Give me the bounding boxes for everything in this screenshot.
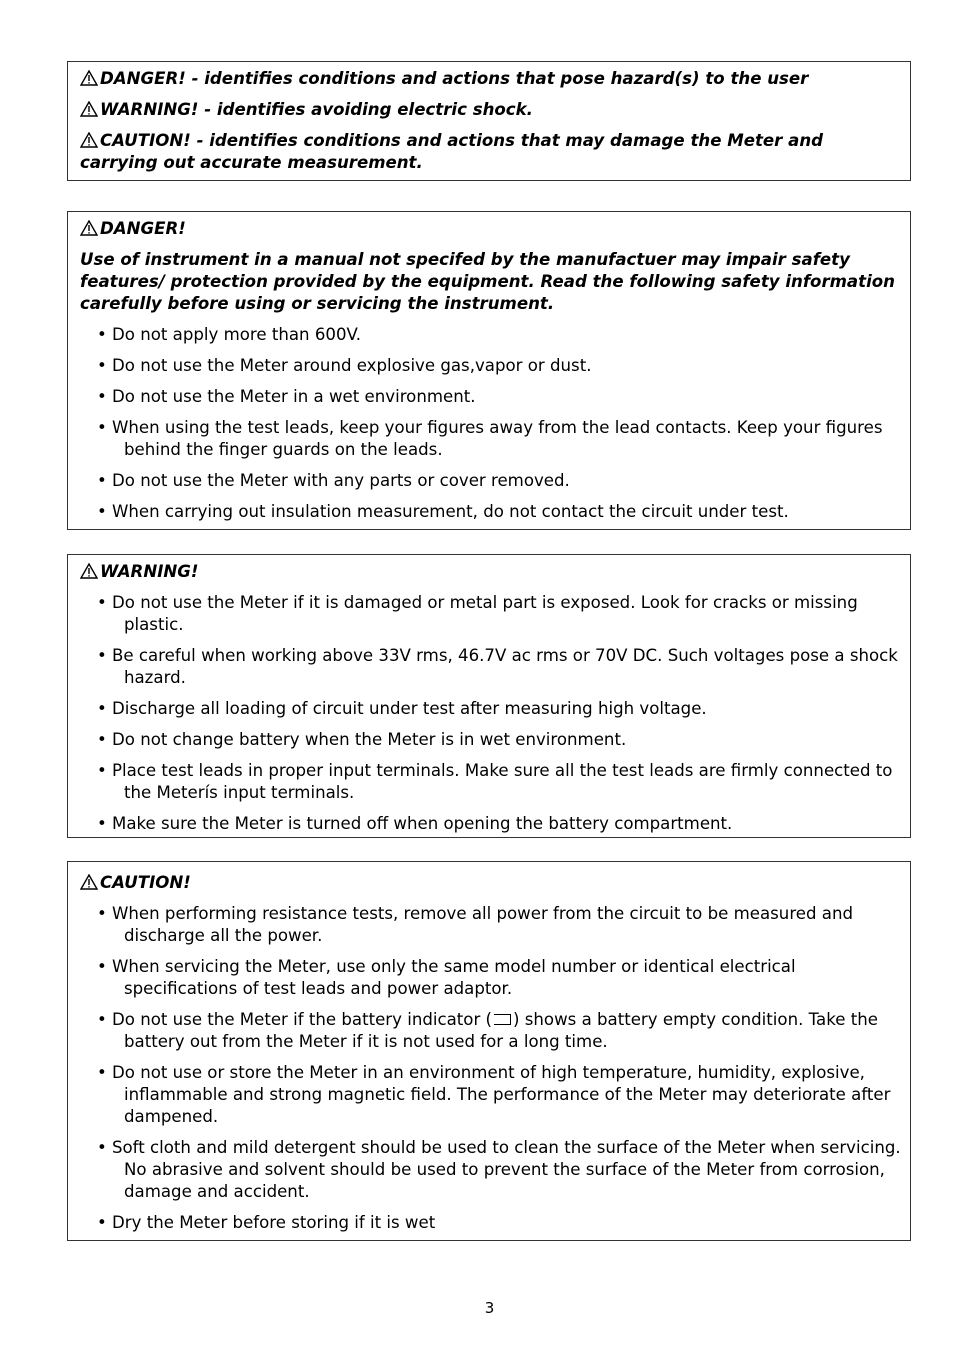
caution-heading: CAUTION! [80,872,902,894]
warning-triangle-icon [80,132,98,148]
list-item: • Do not change battery when the Meter is in wet environment. [80,729,902,751]
battery-empty-icon [494,1014,511,1025]
warning-triangle-icon [80,874,98,890]
list-item: • Do not apply more than 600V. [80,324,902,346]
legend-caution: CAUTION! - identifies conditions and actions that may damage the Meter and carrying out accurate measurement. [80,131,824,172]
list-item: • Do not use the Meter if it is damaged or metal part is exposed. Look for cracks or missing plastic. [80,592,902,636]
list-item: • Do not use the Meter in a wet environment. [80,386,902,408]
warning-triangle-icon [80,220,98,236]
list-item: • When carrying out insulation measurement, do not contact the circuit under test. [80,501,902,523]
legend-danger: DANGER! - identifies conditions and actions that pose hazard(s) to the user [80,68,902,90]
list-item: • Be careful when working above 33V rms, 46.7V ac rms or 70V DC. Such voltages pose a shock hazard. [80,645,902,689]
warning-triangle-icon [80,70,98,86]
legend-box [67,61,911,181]
page-number: 3 [484,1299,495,1317]
list-item: • When using the test leads, keep your figures away from the lead contacts. Keep your figures behind the finger guards on the leads. [80,417,902,461]
warning-list [80,592,902,835]
list-item: • Dry the Meter before storing if it is wet [80,1212,902,1234]
caution-box [67,861,911,1241]
danger-list [80,324,902,523]
list-item: • When servicing the Meter, use only the same model number or identical electrical specifications of test leads and power adaptor. [80,956,902,1000]
danger-intro: Use of instrument in a manual not specifed by the manufactuer may impair safety features/ protection provided by the equipment. Read the following safety information carefully before using or servicing the instrument. [80,250,895,313]
list-item: • Discharge all loading of circuit under test after measuring high voltage. [80,698,902,720]
warning-heading: WARNING! [80,561,902,583]
warning-triangle-icon [80,101,98,117]
list-item: • Do not use the Meter with any parts or cover removed. [80,470,902,492]
list-item: • When performing resistance tests, remove all power from the circuit to be measured and discharge all the power. [80,903,902,947]
list-item: • Place test leads in proper input terminals. Make sure all the test leads are firmly connected to the Meterís input terminals. [80,760,902,804]
warning-triangle-icon [80,563,98,579]
list-item: • Do not use the Meter around explosive gas,vapor or dust. [80,355,902,377]
danger-box [67,211,911,530]
danger-heading: DANGER! [80,218,902,240]
list-item: • Soft cloth and mild detergent should be used to clean the surface of the Meter when servicing. No abrasive and solvent should be used to prevent the surface of the Meter from corrosion, damage and accident. [80,1137,902,1203]
caution-list [80,903,902,1234]
legend-warning: WARNING! - identifies avoiding electric shock. [80,99,902,121]
warning-box [67,554,911,838]
list-item: • Do not use or store the Meter in an environment of high temperature, humidity, explosive, inflammable and strong magnetic field. The performance of the Meter may deteriorate after dampened. [80,1062,902,1128]
list-item: • Make sure the Meter is turned off when opening the battery compartment. [80,813,902,835]
list-item: • Do not use the Meter if the battery indicator ( ) shows a battery empty condition. Take the battery out from the Meter if it is not used for a long time. [80,1009,902,1053]
